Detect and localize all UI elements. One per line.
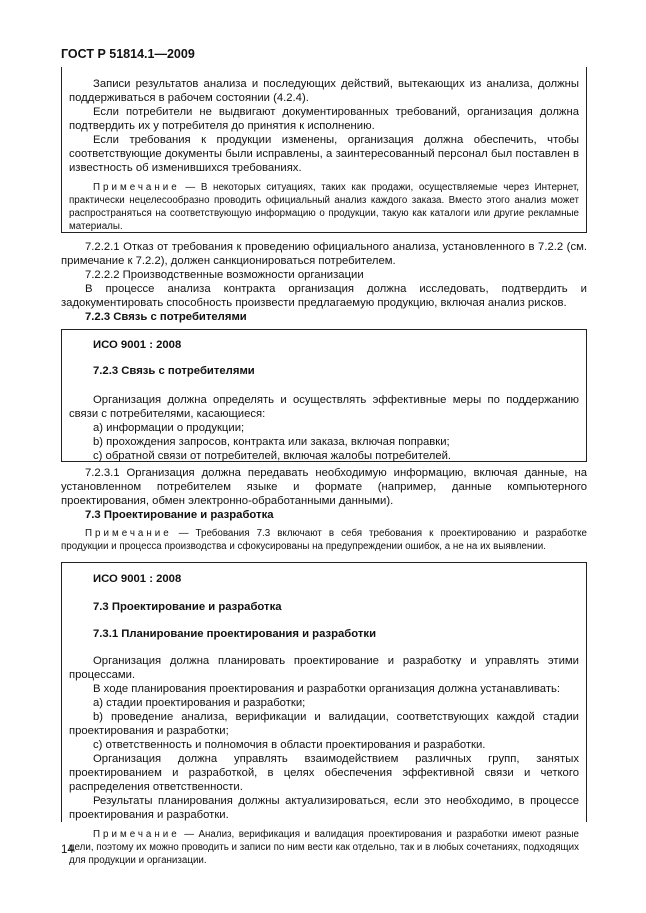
paragraph: Организация должна планировать проектирование и разработку и управлять этими процессами. [69,655,579,681]
section-7-2-3-1 [61,466,587,553]
paragraph: Организация должна определять и осуществлять эффективные меры по поддержанию связи с потребителями, касающиеся: [69,394,579,420]
note-text: — Анализ, верификация и валидация проектирования и разработки имеют разные цели, поэтому их можно проводить и записи по ним вести как отдельно, так и в любых сочетаниях, подходящих для продукции и организации. [69,829,579,866]
note-text: — В некоторых ситуациях, таких как продажи, осуществляемые через Интернет, практически нецелесообразно проводить официальный анализ каждого заказа. Вместо этого анализ может распространяться на соответствующую информацию о продукции, такую как каталоги или другие рекламные материалы. [69,182,579,232]
section-7-2-2 [61,240,587,324]
iso-quote-box-7-2-3 [61,329,587,462]
note [69,181,579,233]
list-item: a) информации о продукции; [93,422,245,434]
note-text: — Требования 7.3 включают в себя требования к проектированию и разработке продукции и процесса производства и сфокусированы на предупреждении ошибок, а не на их выявлении. [61,528,587,552]
paragraph: Результаты планирования должны актуализироваться, если это необходимо, в процессе проектирования и разработки. [69,795,579,821]
paragraph: 7.2.2.1 Отказ от требования к проведению официального анализа, установленного в 7.2.2 (см. примечание к 7.2.2), должен санкционироваться потребителем. [61,241,587,267]
paragraph: В ходе планирования проектирования и разработки организация должна устанавливать: [93,683,561,695]
document-header: ГОСТ Р 51814.1—2009 [61,47,195,61]
paragraph: 7.2.3.1 Организация должна передавать необходимую информацию, включая данные, на установленном потребителем языке и формате (например, данные компьютерного проектирования, обмен электронно-обработанными данными). [61,467,587,507]
note-label: Примечание [93,182,180,193]
list-item: c) ответственность и полномочия в области проектирования и разработки. [93,739,486,751]
page-number: 14 [61,844,74,856]
box-heading: 7.3 Проектирование и разработка [93,601,282,613]
section-heading: 7.2.3 Связь с потребителями [85,311,247,323]
paragraph: В процессе анализа контракта организация должна исследовать, подтвердить и задокументировать способность произвести предлагаемую продукцию, включая анализ рисков. [61,283,587,309]
box-subheading: 7.3.1 Планирование проектирования и разработки [93,628,377,640]
iso-quote-box-continued [61,67,587,233]
iso-reference: ИСО 9001 : 2008 [93,339,182,351]
list-item: b) проведение анализа, верификации и валидации, соответствующих каждой стадии проектирования и разработки; [69,711,579,737]
paragraph: Если потребители не выдвигают документированных требований, организация должна подтвердить их у потребителя до принятия к исполнению. [69,106,579,132]
box-heading: 7.2.3 Связь с потребителями [93,365,255,377]
note-label: Примечание [93,829,180,840]
note [61,527,587,553]
list-item: b) прохождения запросов, контракта или заказа, включая поправки; [93,436,450,448]
paragraph: Если требования к продукции изменены, организация должна обеспечить, чтобы соответствующие документы были исправлены, а заинтересованный персонал был поставлен в известность об изменившихся требованиях. [69,134,579,174]
note [69,828,579,867]
note-label: Примечание [85,528,172,539]
paragraph: 7.2.2.2 Производственные возможности организации [85,269,364,281]
paragraph: Организация должна управлять взаимодействием различных групп, занятых проектированием и разработкой, в целях обеспечения эффективной связи и четкого распределения ответственности. [69,753,579,793]
paragraph: Записи результатов анализа и последующих действий, вытекающих из анализа, должны поддерживаться в рабочем состоянии (4.2.4). [69,78,579,104]
section-heading: 7.3 Проектирование и разработка [85,509,274,521]
iso-reference: ИСО 9001 : 2008 [93,573,182,585]
list-item: c) обратной связи от потребителей, включая жалобы потребителей. [93,450,452,462]
list-item: a) стадии проектирования и разработки; [93,697,306,709]
